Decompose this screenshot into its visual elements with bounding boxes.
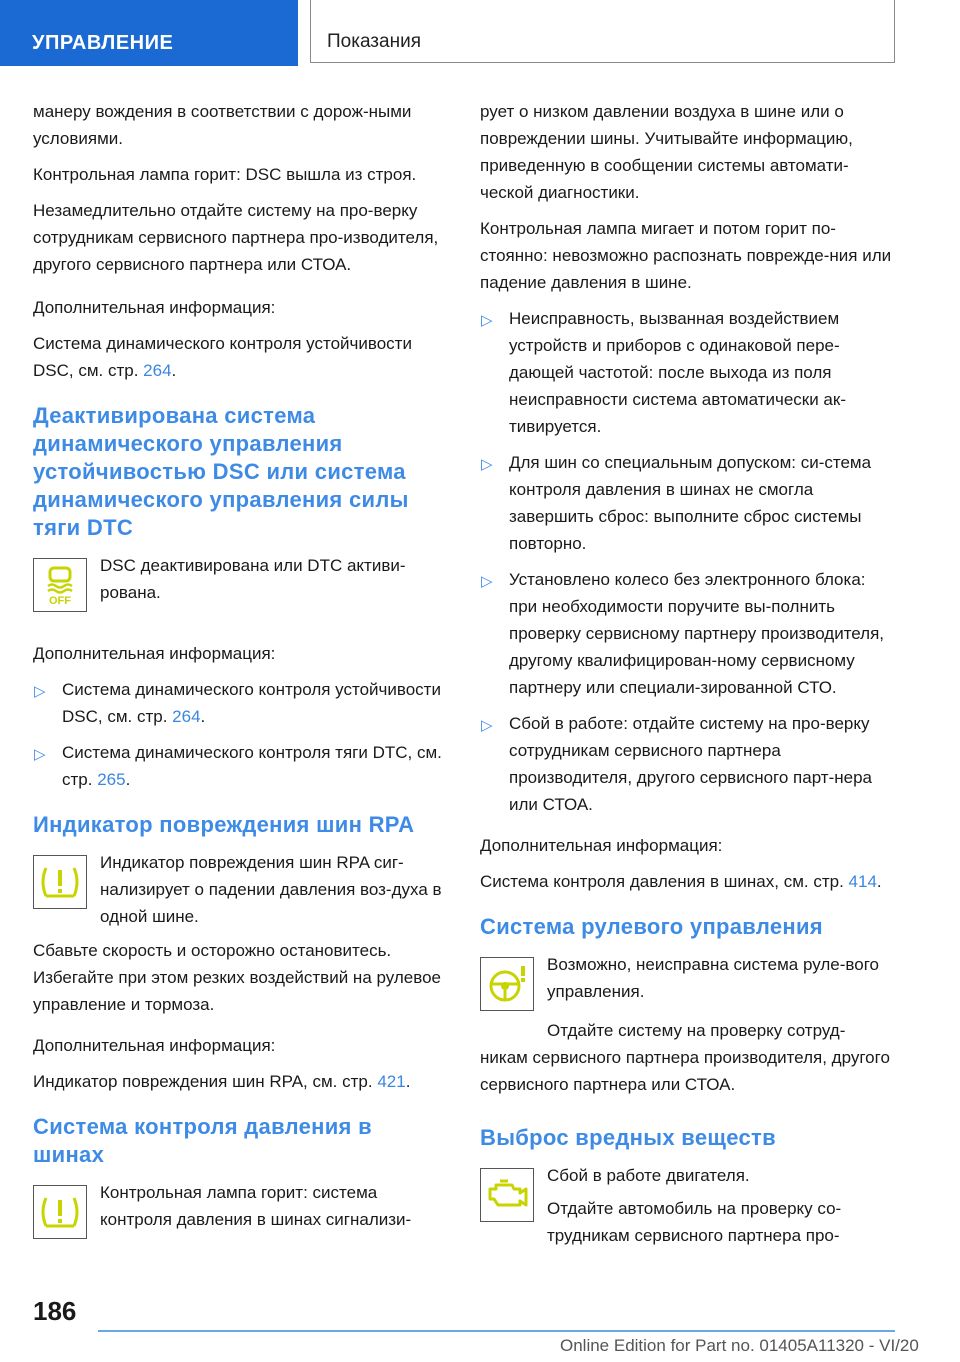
page-link[interactable]: 265 [97, 770, 126, 789]
list-item: ▷ Неисправность, вызванная воздействием устройств и приборов с одинаковой пере-дающей частотой: после выхода из поля неисправности система автоматически ак-тивируется. [481, 309, 846, 436]
list-item: ▷ Установлено колесо без электронного блока: при необходимости поручите вы-полнить проверку сервисному партнеру производителя, другому квалифицирован-ному сервисному партнеру или специали-зированной СТО. [481, 570, 885, 697]
warning-emissions [480, 1162, 893, 1249]
triangle-icon: ▷ [34, 746, 46, 763]
edition-note: Online Edition for Part no. 01405A11320 - VI/20 [560, 1336, 919, 1355]
list-item: ▷ Сбой в работе: отдайте систему на про-верку сотрудникам сервисного партнера производителя, другого сервисного парт-нера или СТОА. [481, 714, 872, 814]
paragraph: Контрольная лампа горит: DSC вышла из строя. [33, 165, 417, 184]
heading-emissions: Выброс вредных веществ [480, 1125, 776, 1150]
triangle-icon: ▷ [481, 456, 493, 473]
warning-text: Индикатор повреждения шин RPA сиг-нализирует о падении давления воз-духа в одной шине. [100, 853, 442, 926]
paragraph: Дополнительная информация: [480, 836, 723, 855]
tire-pressure-warning-icon [33, 855, 87, 909]
paragraph: манеру вождения в соответствии с дорож-ными условиями. [33, 102, 412, 148]
triangle-icon: ▷ [481, 312, 493, 329]
paragraph: Дополнительная информация: [33, 298, 276, 317]
paragraph-ref: Система динамического контроля устойчивости DSC, см. стр. 264. [33, 334, 412, 380]
paragraph: Сбавьте скорость и осторожно остановитесь. Избегайте при этом резких воздействий на рулевое управление и тормоза. [33, 941, 442, 1014]
steering-wheel-warning-icon [480, 957, 534, 1011]
triangle-icon: ▷ [34, 683, 46, 700]
heading-tpms: Система контроля давления в шинах [33, 1114, 372, 1167]
bullet-list [480, 305, 893, 818]
triangle-icon: ▷ [481, 573, 493, 590]
paragraph: Незамедлительно отдайте систему на про-верку сотрудникам сервисного партнера про-изводителя, другого сервисного партнера или СТОА. [33, 201, 439, 274]
list-item: ▷ Система динамического контроля устойчивости DSC, см. стр. 264. [34, 680, 441, 726]
paragraph: Дополнительная информация: [33, 644, 276, 663]
warning-text: Контрольная лампа горит: система контроля давления в шинах сигнализи- [100, 1183, 412, 1229]
list-item: ▷ Система динамического контроля тяги DTC, см. стр. 265. [34, 743, 442, 789]
warning-dsc [33, 552, 446, 634]
right-column [480, 98, 893, 1255]
warning-text: Сбой в работе двигателя. [547, 1166, 750, 1185]
heading-dsc: Деактивирована система динамического управления устойчивостью DSC или система динамического управления силы тяги DTC [33, 403, 409, 540]
section-tab [0, 0, 298, 66]
heading-rpa: Индикатор повреждения шин RPA [33, 812, 415, 837]
bullet-list [33, 676, 446, 793]
heading-steering: Система рулевого управления [480, 914, 823, 939]
page-link[interactable]: 264 [143, 361, 172, 380]
footer-divider [98, 1330, 895, 1332]
paragraph: Контрольная лампа мигает и потом горит по-стоянно: невозможно распознать поврежде-ния или падение давления в шине. [480, 219, 892, 292]
subsection-title: Показания [327, 31, 421, 52]
page-number: 186 [33, 1296, 77, 1326]
warning-text: Отдайте автомобиль на проверку со-трудникам сервисного партнера про- [547, 1199, 842, 1245]
page-link[interactable]: 264 [172, 707, 201, 726]
list-item: ▷ Для шин со специальным допуском: си-стема контроля давления в шинах не смогла завершить сброс: выполните сброс системы повторно. [481, 453, 872, 553]
paragraph: Дополнительная информация: [33, 1036, 276, 1055]
warning-steering [480, 951, 893, 1033]
warning-tpms [33, 1179, 446, 1261]
svg-text:OFF: OFF [49, 595, 71, 606]
tire-pressure-warning-icon [33, 1185, 87, 1239]
page-link[interactable]: 421 [377, 1072, 406, 1091]
section-title: УПРАВЛЕНИЕ [32, 32, 174, 54]
paragraph-ref: Система контроля давления в шинах, см. стр. 414. [480, 872, 882, 891]
dsc-off-icon [33, 558, 87, 612]
paragraph: рует о низком давлении воздуха в шине или о повреждении шины. Учитывайте информацию, приведенную в сообщении системы автомати-ческой диагностики. [480, 102, 853, 202]
paragraph-ref: Индикатор повреждения шин RPA, см. стр. 421. [33, 1072, 411, 1091]
warning-text: Возможно, неисправна система руле-вого управления. [547, 955, 879, 1001]
warning-text: DSC деактивирована или DTC активи-рована. [100, 556, 406, 602]
page-link[interactable]: 414 [848, 872, 877, 891]
paragraph: Отдайте систему на проверку сотруд-никам сервисного партнера производителя, другого сервисного партнера или СТОА. [480, 1021, 890, 1094]
triangle-icon: ▷ [481, 717, 493, 734]
warning-rpa [33, 849, 446, 931]
subsection-tab [310, 0, 895, 63]
left-column [33, 98, 446, 1267]
engine-check-icon [480, 1168, 534, 1222]
